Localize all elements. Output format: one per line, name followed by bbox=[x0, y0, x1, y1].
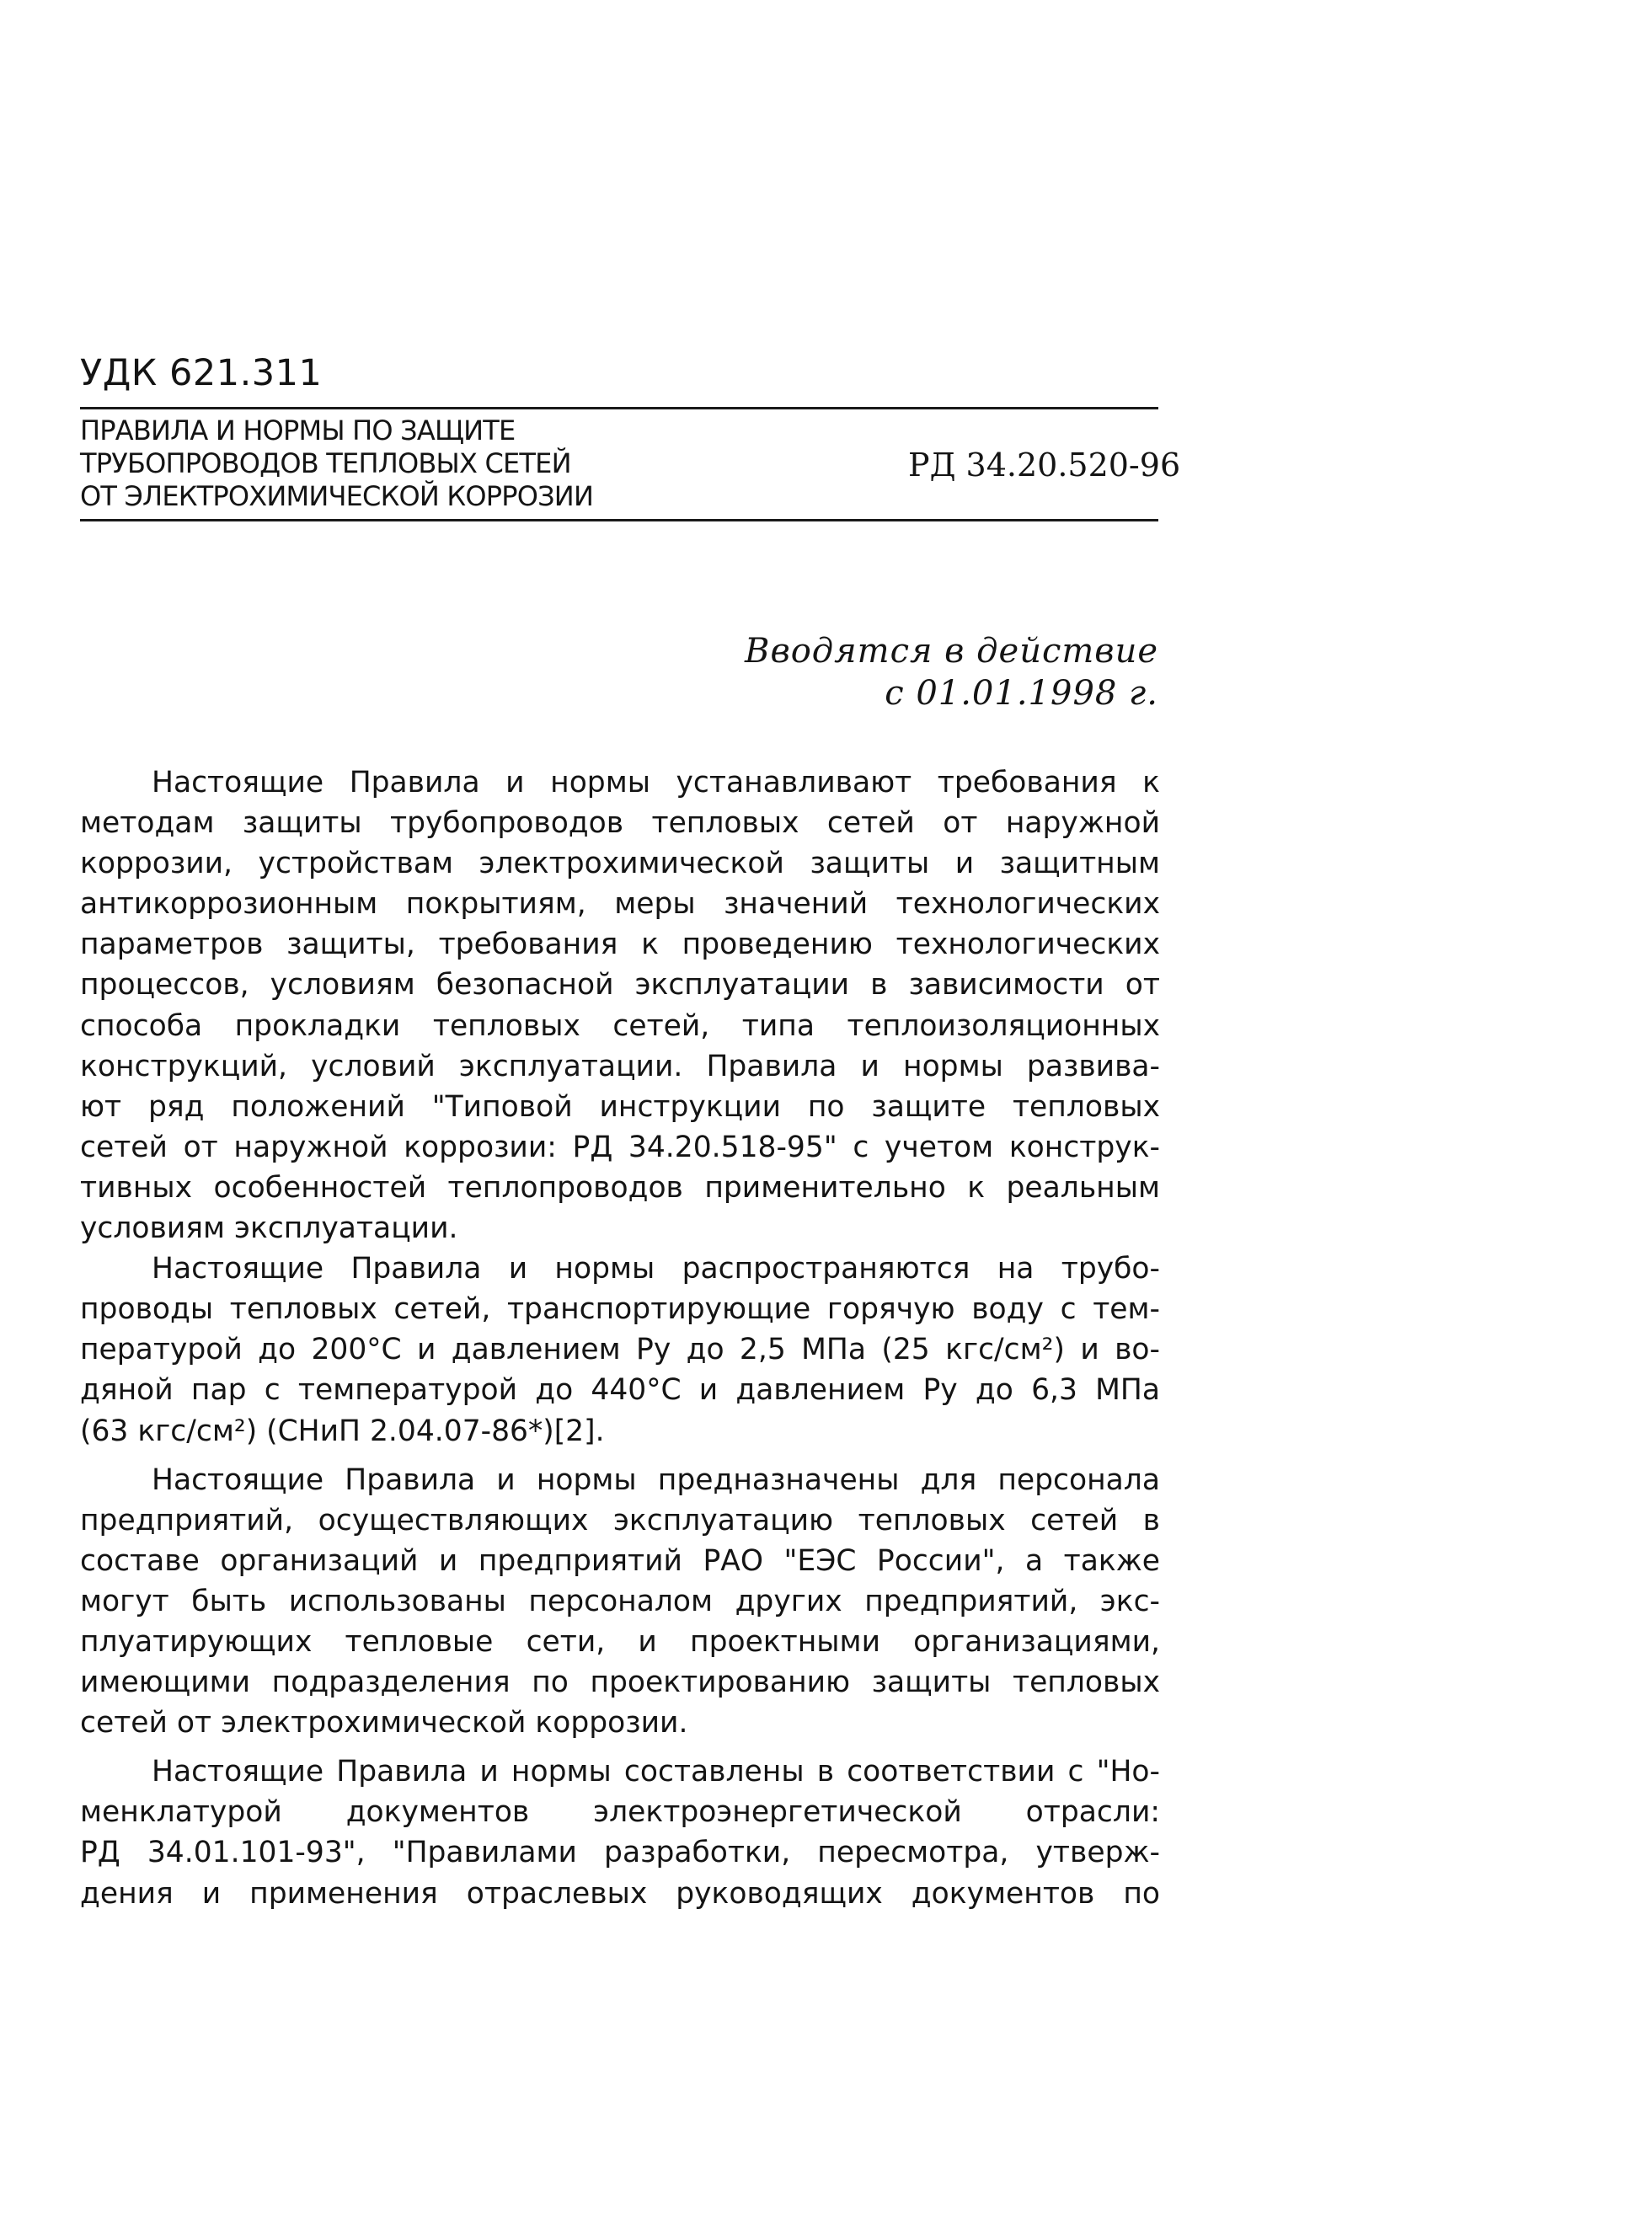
paragraph bbox=[80, 762, 1160, 1248]
text-line: дения и применения отраслевых руководящих документов по bbox=[80, 1876, 1160, 1911]
paragraph-spacer bbox=[80, 1743, 1160, 1751]
text-line: антикоррозионным покрытиям, меры значений технологических bbox=[80, 887, 1160, 922]
text-line: РД 34.01.101-93", "Правилами разработки, пересмотра, утверж- bbox=[80, 1836, 1160, 1870]
text-line: конструкций, условий эксплуатации. Правила и нормы развива- bbox=[80, 1049, 1160, 1083]
text-line: коррозии, устройствам электрохимической защиты и защитным bbox=[80, 847, 1160, 881]
text-line: (63 кгс/см²) (СНиП 2.04.07-86*)[2]. bbox=[80, 1414, 605, 1448]
text-line: Настоящие Правила и нормы устанавливают требования к bbox=[152, 766, 1160, 799]
paragraph bbox=[80, 1751, 1160, 1913]
text-line: Настоящие Правила и нормы предназначены для персонала bbox=[152, 1462, 1160, 1497]
text-line: условиям эксплуатации. bbox=[80, 1211, 458, 1246]
text-line: Настоящие Правила и нормы составлены в соответствии с "Но- bbox=[152, 1755, 1160, 1789]
text-line: способа прокладки тепловых сетей, типа теплоизоляционных bbox=[80, 1008, 1160, 1043]
document-title-line: ПРАВИЛА И НОРМЫ ПО ЗАЩИТЕ bbox=[80, 414, 516, 446]
text-line: могут быть использованы персоналом других предприятий, экс- bbox=[80, 1584, 1160, 1618]
text-line: методам защиты трубопроводов тепловых сетей от наружной bbox=[80, 806, 1160, 841]
document-title-line: ОТ ЭЛЕКТРОХИМИЧЕСКОЙ КОРРОЗИИ bbox=[80, 480, 594, 512]
text-line: процессов, условиям безопасной эксплуатации в зависимости от bbox=[80, 968, 1160, 1003]
text-line: предприятий, осуществляющих эксплуатацию тепловых сетей в bbox=[80, 1503, 1160, 1537]
text-line: Настоящие Правила и нормы распространяются на трубо- bbox=[152, 1252, 1160, 1286]
document-title bbox=[80, 414, 720, 513]
text-line: менклатурой документов электроэнергетической отрасли: bbox=[80, 1795, 1160, 1830]
effective-date-line: с 01.01.1998 г. bbox=[885, 674, 1158, 713]
document-code: РД 34.20.520-96 bbox=[908, 446, 1181, 484]
document-title-line: ТРУБОПРОВОДОВ ТЕПЛОВЫХ СЕТЕЙ bbox=[80, 447, 571, 479]
header-bottom-rule bbox=[80, 519, 1158, 521]
paragraph-spacer bbox=[80, 1452, 1160, 1460]
effective-date-line: Вводятся в действие bbox=[745, 632, 1158, 671]
paragraph bbox=[80, 1460, 1160, 1744]
text-line: тивных особенностей теплопроводов применительно к реальным bbox=[80, 1170, 1160, 1205]
text-line: сетей от электрохимической коррозии. bbox=[80, 1706, 688, 1740]
text-line: параметров защиты, требования к проведению технологических bbox=[80, 928, 1160, 962]
text-line: имеющими подразделения по проектированию защиты тепловых bbox=[80, 1666, 1160, 1700]
text-line: дяной пар с температурой до 440°С и давлением Pу до 6,3 МПа bbox=[80, 1373, 1160, 1408]
paragraph bbox=[80, 1248, 1160, 1451]
text-line: проводы тепловых сетей, транспортирующие горячую воду с тем- bbox=[80, 1292, 1160, 1327]
header-top-rule bbox=[80, 407, 1158, 409]
udk-code: УДК 621.311 bbox=[80, 352, 323, 394]
text-line: ют ряд положений "Типовой инструкции по защите тепловых bbox=[80, 1089, 1160, 1124]
text-line: составе организаций и предприятий РАО "ЕЭС России", а также bbox=[80, 1543, 1160, 1578]
effective-date-note bbox=[745, 630, 1158, 714]
text-line: сетей от наружной коррозии: РД 34.20.518-95" с учетом конструк- bbox=[80, 1130, 1160, 1164]
text-line: плуатирующих тепловые сети, и проектными организациями, bbox=[80, 1624, 1160, 1659]
body-text bbox=[80, 762, 1160, 1914]
text-line: пературой до 200°С и давлением Pу до 2,5 МПа (25 кгс/см²) и во- bbox=[80, 1333, 1160, 1367]
